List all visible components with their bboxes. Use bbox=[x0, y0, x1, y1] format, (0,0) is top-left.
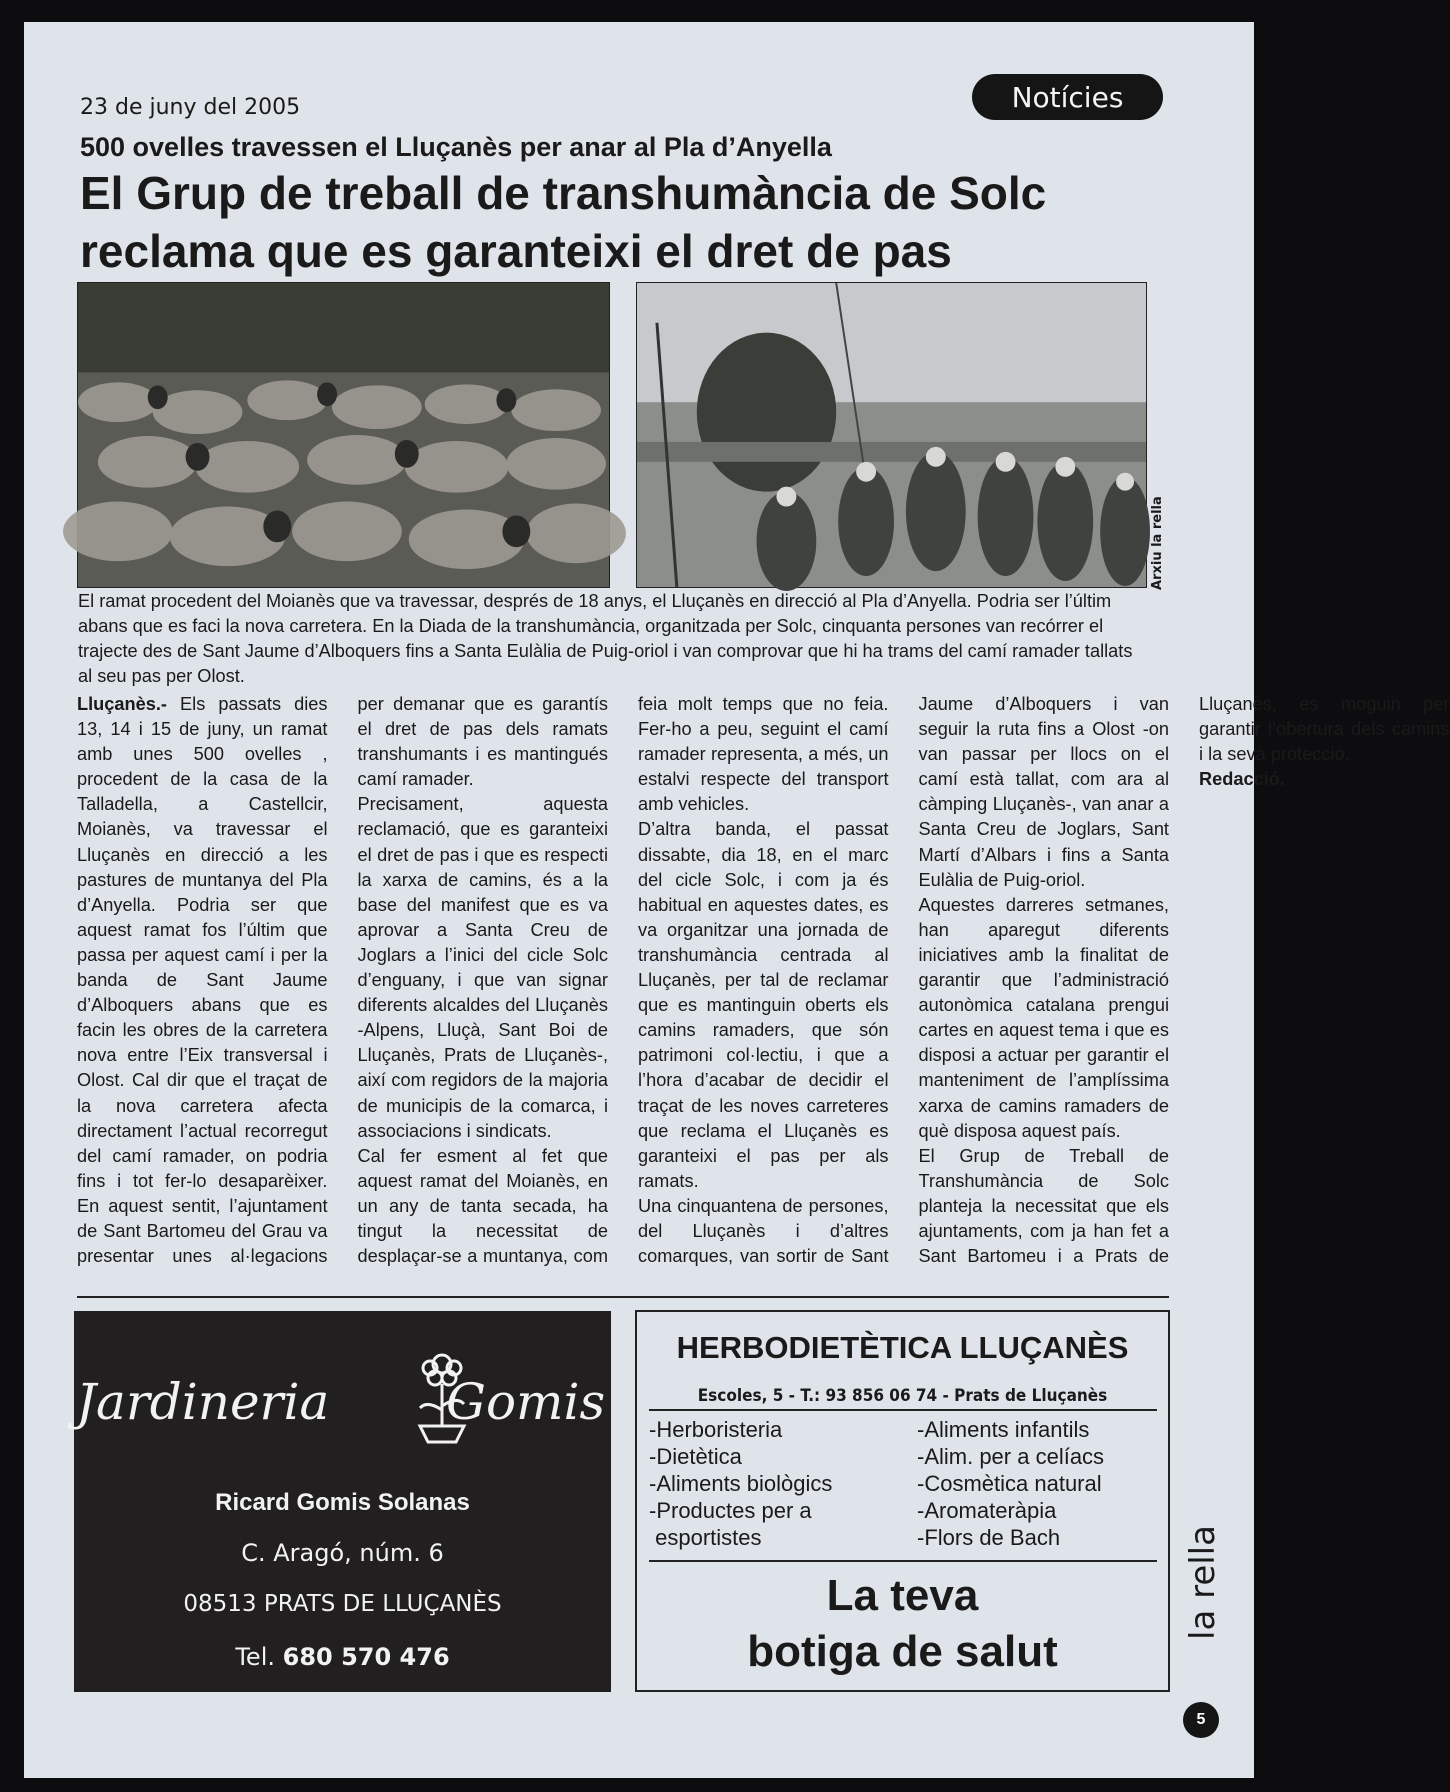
list-item: -Aliments infantils bbox=[917, 1417, 1090, 1442]
ad-slogan: La teva botiga de salut bbox=[747, 1571, 1058, 1676]
list-item: -Aliments biològics bbox=[649, 1471, 833, 1496]
ad-owner: Ricard Gomis Solanas bbox=[215, 1489, 470, 1516]
product-list bbox=[917, 1416, 1157, 1551]
list-item: -Alim. per a celíacs bbox=[917, 1444, 1105, 1469]
ad-phone: Tel. 680 570 476 bbox=[235, 1643, 450, 1671]
divider bbox=[77, 1296, 1169, 1298]
article-headline: El Grup de treball de transhumància de Solc reclama que es garanteixi el dret de pas bbox=[80, 167, 1047, 277]
list-item: -Cosmètica natural bbox=[917, 1471, 1102, 1496]
flower-pot-icon bbox=[402, 1346, 482, 1446]
ad-city: 08513 PRATS DE LLUÇANÈS bbox=[183, 1591, 502, 1617]
ad-jardineria-gomis bbox=[74, 1311, 611, 1692]
photo-sheep-flock bbox=[77, 282, 610, 588]
list-item: -Dietètica bbox=[649, 1444, 742, 1469]
article-paragraph: El Grup de Treball de Transhumància de Solc planteja la necessitat que els ajuntaments, com ja han fet a Sant Bartomeu i a Prats de Lluçanès, es moguin per garantir l’obertura dels camins i la seva protecció. bbox=[918, 694, 1450, 1267]
issue-date: 23 de juny del 2005 bbox=[80, 95, 301, 120]
list-item: esportistes bbox=[649, 1525, 762, 1550]
article-dateline: Lluçanès.- bbox=[77, 694, 167, 714]
photo-transhumance-walkers bbox=[636, 282, 1147, 588]
ad-herbodietetica bbox=[635, 1310, 1170, 1692]
article-paragraph: D’altra banda, el passat dissabte, dia 18, en el marc del cicle Solc, i com ja és habitual en aquestes dates, es va organitzar una jornada de transhumància centrada al Lluçanès, per tal de reclamar que es mantinguin oberts els camins ramaders, que són patrimoni col·lectiu, i que a l’hora d’acabar de decidir el traçat de les noves carreteres que reclama el Lluçanès es garanteixi el pas per als ramats. bbox=[638, 819, 889, 1191]
list-item: -Productes per a bbox=[649, 1498, 812, 1523]
section-badge: Notícies bbox=[972, 74, 1163, 120]
article-paragraph: Lluçanès.- Els passats dies 13, 14 i 15 de juny, un ramat amb unes 500 ovelles , procedent de la casa de la Talladella, a Castellcir, Moianès, va travessar el Lluçanès en direcció a les pastures de muntanya del Pla d’Anyella. Podria ser que aquest ramat fos l’últim que passa per aquest camí i per la banda de Sant Jaume d’Alboquers abans que es facin les obres de la carretera nova entre l’Eix transversal i Olost. Cal dir que el traçat de la nova carretera afecta directament l’actual recorregut del camí ramader, on podria fins i tot fer-lo desaparèixer. En aquest sentit, l’ajuntament de Sant Bartomeu del Grau va presentar unes al·legacions per demanar que es garantís el dret de pas dels ramats transhumants i es mantingués camí ramader. bbox=[77, 694, 608, 1267]
product-list bbox=[649, 1416, 889, 1551]
article-paragraph: Una cinquantena de persones, del Lluçanès i d’altres comarques, van sortir de Sant Jaume d’Alboquers i van seguir la ruta fins a Olost -on van passar per llocs on el camí està tallat, com ara al càmping Lluçanès-, van anar a Santa Creu de Joglars, Sant Martí d’Albars i fins a Santa Eulàlia de Puig-oriol. bbox=[638, 694, 1169, 1267]
article-body bbox=[77, 692, 1450, 1292]
ad-brand: Jardineria Gomis bbox=[76, 1373, 606, 1431]
list-item: -Aromateràpia bbox=[917, 1498, 1057, 1523]
article-paragraph: Aquestes darreres setmanes, han aparegut diferents iniciatives amb la finalitat de garantir que l’administració autonòmica catalana prengui cartes en aquest tema i que es disposi a actuar per garantir el manteniment de l’amplíssima xarxa de camins ramaders de què disposa aquest país. bbox=[918, 894, 1169, 1141]
list-item: -Flors de Bach bbox=[917, 1525, 1061, 1550]
ad-address: C. Aragó, núm. 6 bbox=[241, 1539, 444, 1567]
article-signature: Redacció. bbox=[1199, 769, 1285, 790]
ad-contact: Escoles, 5 - T.: 93 856 06 74 - Prats de Lluçanès bbox=[697, 1386, 1108, 1406]
ad-divider bbox=[649, 1409, 1157, 1411]
photo-caption: El ramat procedent del Moianès que va travessar, després de 18 anys, el Lluçanès en direcció al Pla d’Anyella. Podria ser l’últim abans que es faci la nova carretera. En la Diada de la transhumància, organitzada per Solc, cinquanta persones van recórrer el trajecte des de Sant Jaume d’Alboquers fins a Santa Eulàlia de Puig-oriol i van comprovar que hi ha trams del camí ramader tallats al seu pas per Olost. bbox=[78, 591, 1133, 686]
masthead-logo: la rella bbox=[1183, 1525, 1223, 1640]
ad-shop-name: HERBODIETÈTICA LLUÇANÈS bbox=[676, 1330, 1129, 1365]
page-number: 5 bbox=[1183, 1702, 1219, 1738]
article-kicker: 500 ovelles travessen el Lluçanès per anar al Pla d’Anyella bbox=[80, 132, 832, 162]
photo-credit: Arxiu la rella bbox=[1150, 496, 1165, 590]
list-item: -Herboristeria bbox=[649, 1417, 783, 1442]
article-paragraph: Cal fer esment al fet que aquest ramat del Moianès, en un any de tanta secada, ha tingut la necessitat de desplaçar-se a muntanya, com feia molt temps que no feia. Fer-ho a peu, seguint el camí ramader representa, a més, un estalvi respecte del transport amb vehicles. bbox=[357, 694, 889, 1267]
ad-divider bbox=[649, 1560, 1157, 1562]
article-paragraph: Precisament, aquesta reclamació, que es garanteixi el dret de pas i que es respecti la xarxa de camins, és a la base del manifest que es va aprovar a Santa Creu de Joglars a l’inici del cicle Solc d’enguany, i que van signar diferents alcaldes del Lluçanès -Alpens, Lluçà, Sant Boi de Lluçanès, Prats de Lluçanès-, així com regidors de la majoria de municipis de la comarca, i associacions i sindicats. bbox=[357, 794, 608, 1141]
